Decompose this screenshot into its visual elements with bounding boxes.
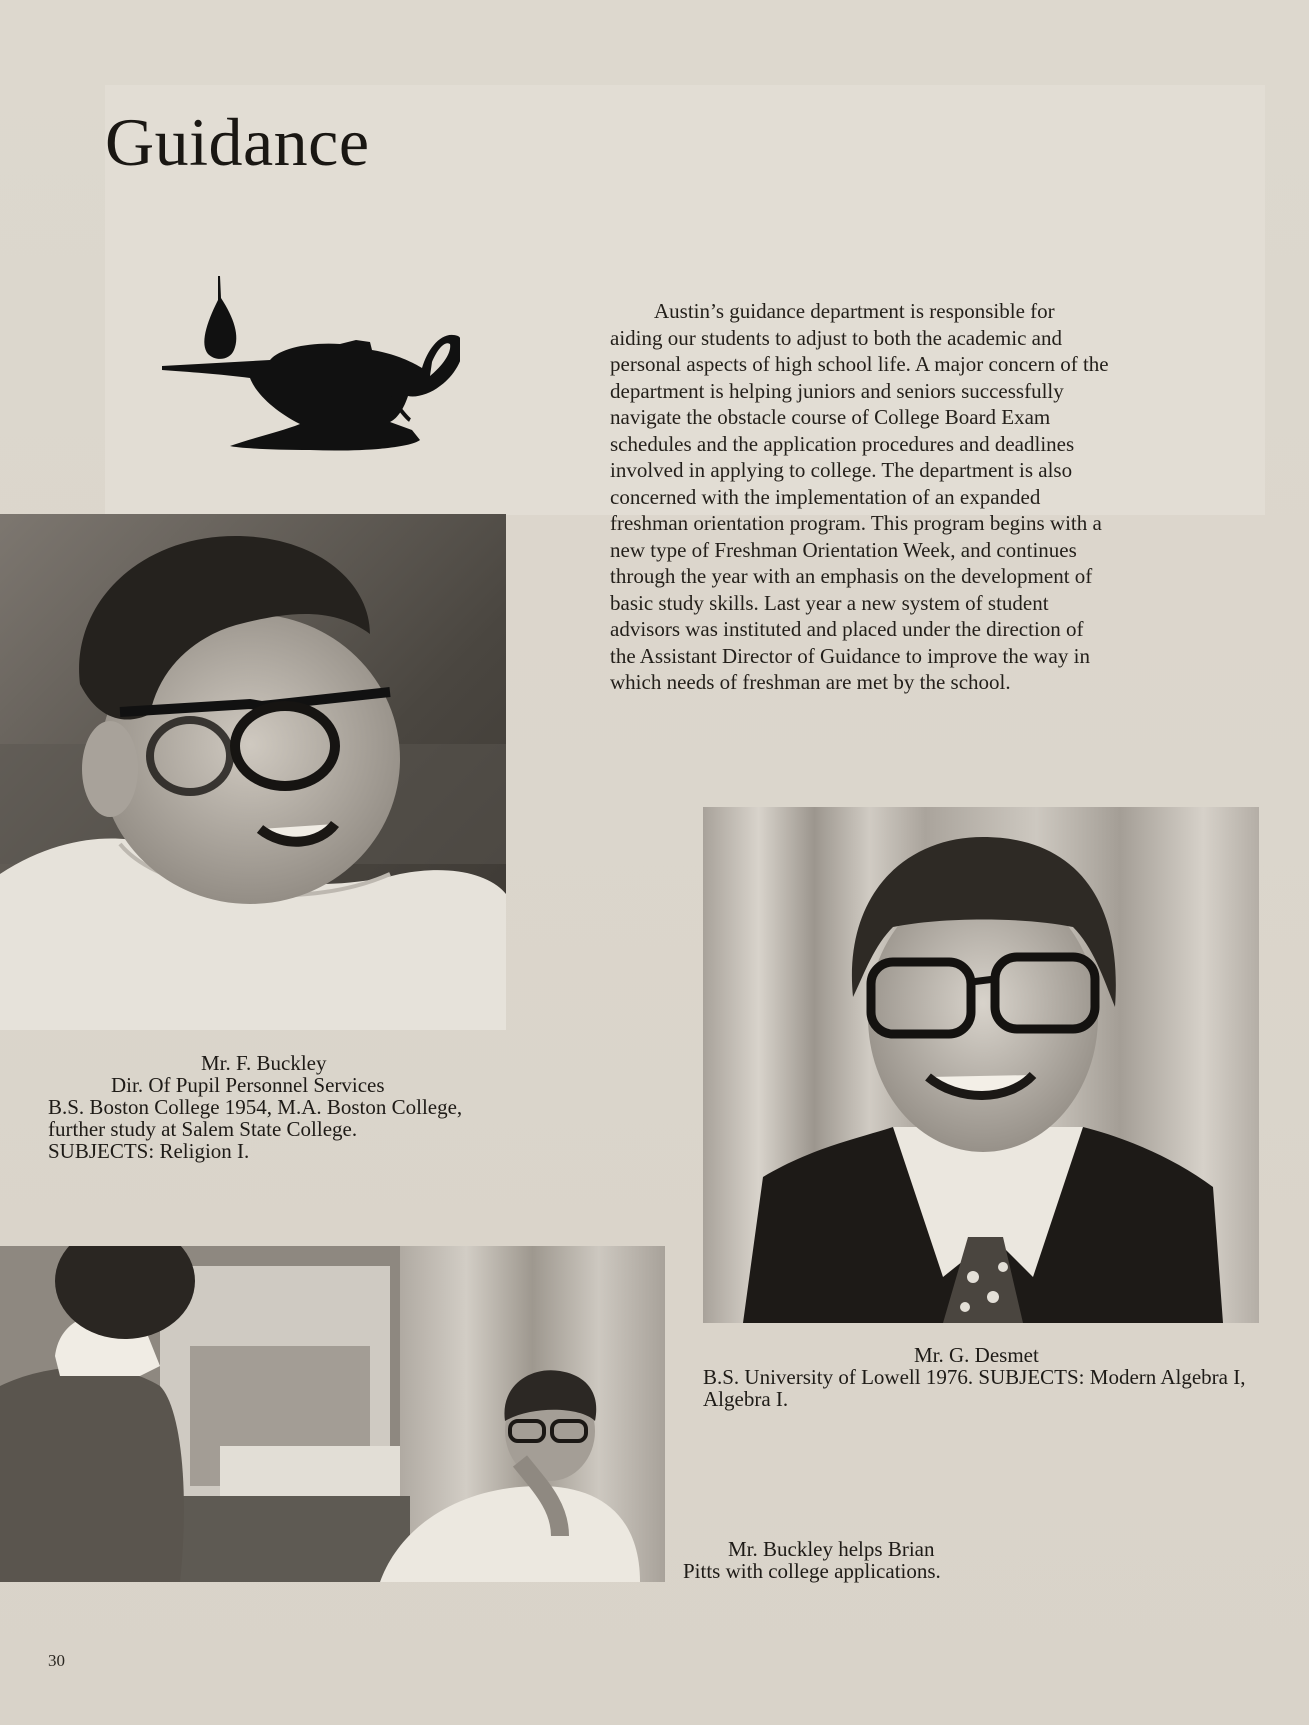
scene-caption-line1: Mr. Buckley helps Brian [728, 1537, 935, 1561]
desmet-name: Mr. G. Desmet [914, 1343, 1039, 1367]
scene-caption [683, 1538, 1003, 1582]
scene-caption-line2: Pitts with college applications. [683, 1559, 941, 1583]
buckley-name: Mr. F. Buckley [201, 1051, 327, 1075]
page-number: 30 [48, 1651, 65, 1670]
intro-paragraph [610, 298, 1110, 696]
buckley-role: Dir. Of Pupil Personnel Services [111, 1073, 385, 1097]
page-title: Guidance [105, 104, 370, 180]
counseling-scene-photo [0, 1246, 665, 1582]
buckley-caption [48, 1052, 468, 1162]
intro-text: Austin’s guidance department is responsible for aiding our students to adjust to both the academic and personal aspects of high school life. A major concern of the department is helping juniors and seniors successfully navigate the obstacle course of College Board Exam schedules and the application procedures and deadlines involved in applying to college. The department is also concerned with the implementation of an expanded freshman orientation program. This program begins with a new type of Freshman Orientation Week, and continues through the year with an emphasis on the development of basic study skills. Last year a new system of student advisors was instituted and placed under the direction of the Assistant Director of Guidance to improve the way in which needs of freshman are met by the school. [610, 299, 1109, 694]
buckley-details: B.S. Boston College 1954, M.A. Boston College, further study at Salem State College. SUBJECTS: Religion I. [48, 1095, 463, 1163]
desmet-caption [703, 1344, 1263, 1410]
oil-lamp-icon [160, 270, 460, 455]
desmet-details: B.S. University of Lowell 1976. SUBJECTS: Modern Algebra I, Algebra I. [703, 1365, 1246, 1411]
desmet-portrait [703, 807, 1259, 1323]
buckley-portrait [0, 514, 506, 1030]
